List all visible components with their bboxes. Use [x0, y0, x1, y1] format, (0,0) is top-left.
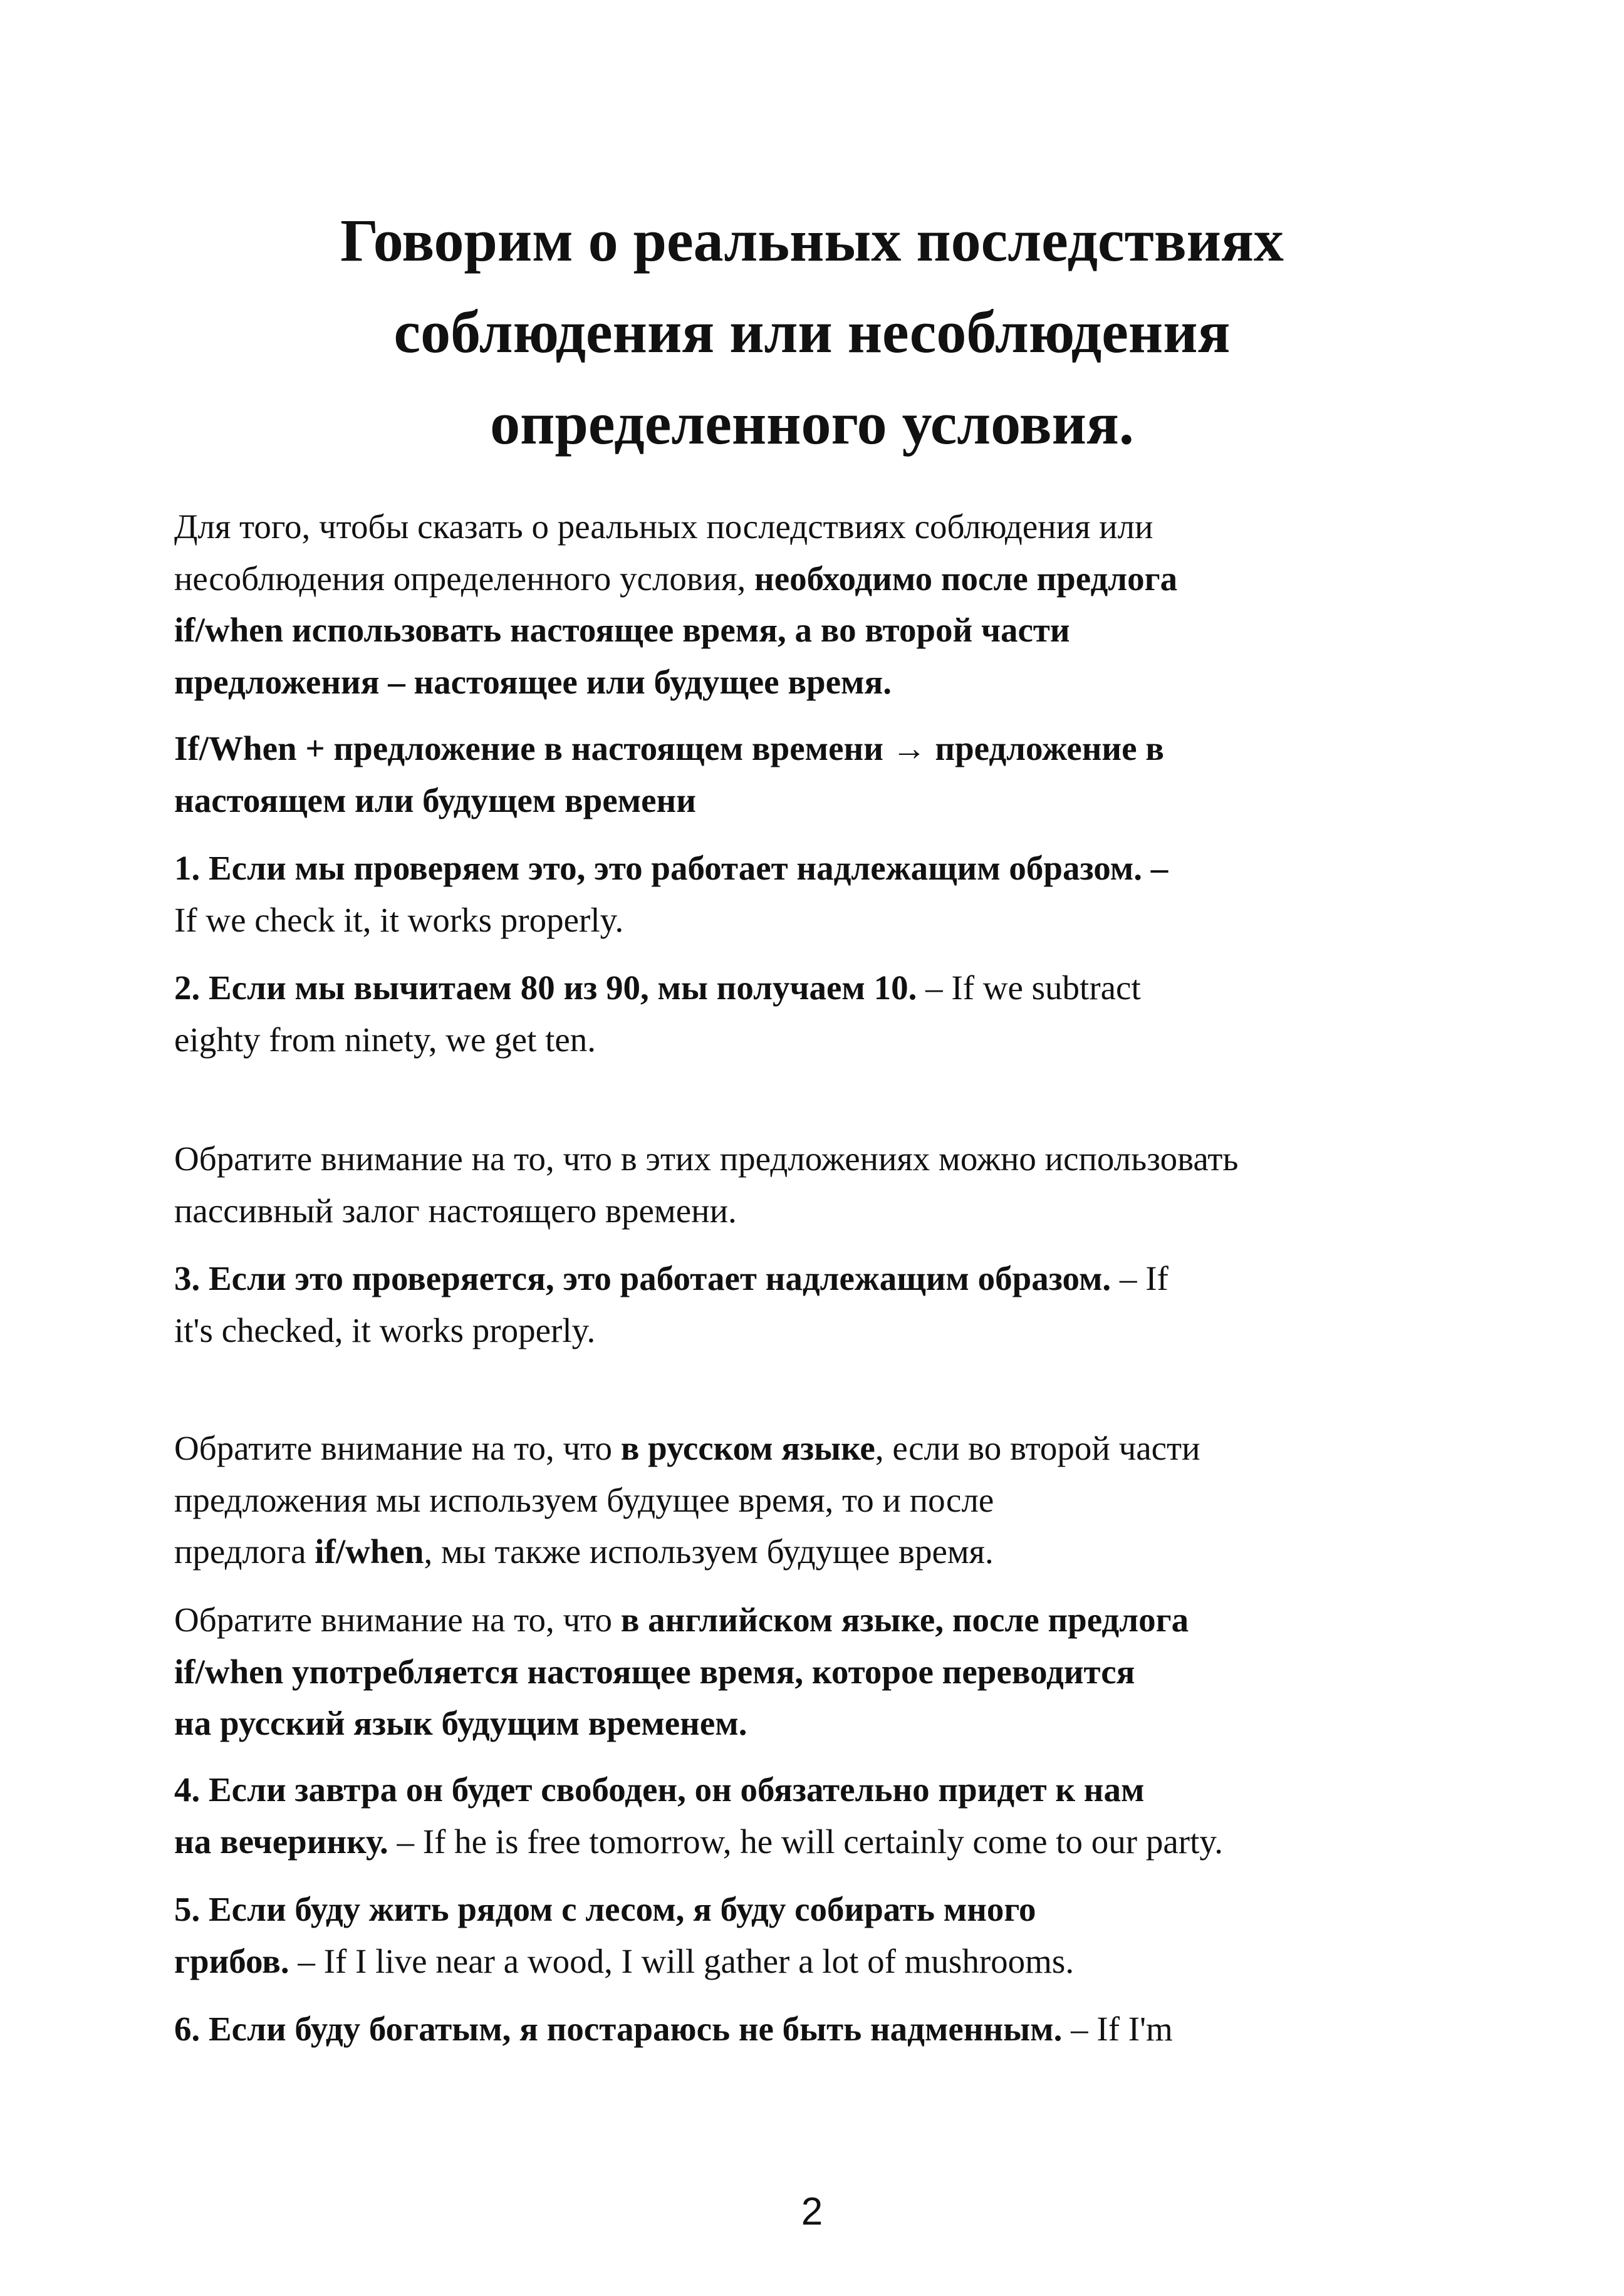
paragraph [174, 1253, 1169, 1356]
text-line [174, 1133, 1238, 1185]
text-line [174, 1185, 1238, 1237]
text: Обратите внимание на то, что в этих предложениях можно использовать [174, 1140, 1239, 1178]
bold-text: в русском языке [620, 1429, 875, 1467]
text: – If we subtract [917, 969, 1141, 1007]
paragraph [174, 843, 1168, 946]
text-line [174, 1475, 1200, 1527]
paragraph [174, 2003, 1173, 2055]
title-line: соблюдения или несоблюдения [393, 298, 1231, 365]
text-line [174, 843, 1168, 895]
bold-text: предложения – настоящее или будущее время. [174, 662, 892, 701]
bold-text: грибов. [174, 1941, 289, 1980]
text: – If he is free tomorrow, he will certainly come to our party. [388, 1822, 1224, 1861]
bold-text: 2. Если мы вычитаем 80 из 90, мы получаем 10. [174, 969, 917, 1007]
text: it's checked, it works properly. [174, 1311, 596, 1349]
bold-text: if/when употребляется настоящее время, которое переводится [174, 1652, 1135, 1691]
text: , мы также используем будущее время. [424, 1532, 994, 1571]
text: несоблюдения определенного условия, [174, 559, 755, 598]
text-line [174, 1764, 1223, 1816]
paragraph [174, 1764, 1223, 1867]
bold-text: 4. Если завтра он будет свободен, он обязательно придет к нам [174, 1770, 1145, 1809]
text-line [174, 775, 1164, 827]
paragraph [174, 962, 1141, 1066]
paragraph [174, 1884, 1074, 1987]
paragraph [174, 723, 1164, 826]
text: Для того, чтобы сказать о реальных последствиях соблюдения или [174, 507, 1153, 546]
text: предложения мы используем будущее время, то и после [174, 1480, 994, 1519]
text: , если во второй части [875, 1429, 1200, 1467]
page-title [0, 195, 1624, 469]
text-line [174, 962, 1141, 1014]
text: If we check it, it works properly. [174, 900, 624, 939]
text-line [174, 1594, 1189, 1646]
text-line [174, 1305, 1169, 1357]
text: пассивный залог настоящего времени. [174, 1191, 737, 1230]
text-line [174, 553, 1177, 605]
text-line [174, 605, 1177, 657]
paragraph [174, 501, 1177, 708]
text-line [174, 501, 1177, 553]
text-line [174, 657, 1177, 709]
paragraph [174, 1594, 1189, 1750]
bold-text: 5. Если буду жить рядом с лесом, я буду собирать много [174, 1890, 1036, 1928]
text-line [174, 1253, 1169, 1305]
bold-text: 1. Если мы проверяем это, это работает надлежащим образом. – [174, 849, 1169, 887]
bold-text: If/When + предложение в настоящем времени → предложение в [174, 729, 1164, 767]
text: – If [1111, 1259, 1169, 1297]
text: Обратите внимание на то, что [174, 1429, 621, 1467]
text-line [174, 1884, 1074, 1936]
bold-text: на русский язык будущим временем. [174, 1704, 747, 1742]
text: – If I'm [1062, 2010, 1173, 2048]
text-line [174, 1698, 1189, 1750]
bold-text: в английском языке, после предлога [620, 1601, 1189, 1639]
page-number: 2 [801, 2190, 823, 2233]
bold-text: if/when [315, 1532, 424, 1571]
text-line [174, 1423, 1200, 1475]
text-line [174, 1526, 1200, 1578]
text: – If I live near a wood, I will gather a lot of mushrooms. [289, 1941, 1075, 1980]
text: Обратите внимание на то, что [174, 1601, 621, 1639]
bold-text: настоящем или будущем времени [174, 781, 696, 819]
bold-text: необходимо после предлога [754, 559, 1178, 598]
bold-text: на вечеринку. [174, 1822, 388, 1861]
title-line: Говорим о реальных последствиях [340, 207, 1284, 274]
text: предлога [174, 1532, 315, 1571]
text-line [174, 895, 1168, 947]
text-line [174, 723, 1164, 775]
bold-text: 6. Если буду богатым, я постараюсь не быть надменным. [174, 2010, 1063, 2048]
text-line [174, 2003, 1173, 2055]
paragraph [174, 1133, 1238, 1237]
paragraph [174, 1423, 1200, 1578]
text-line [174, 1646, 1189, 1698]
title-line: определенного условия. [490, 390, 1134, 457]
bold-text: 3. Если это проверяется, это работает надлежащим образом. [174, 1259, 1111, 1297]
text: eighty from ninety, we get ten. [174, 1020, 596, 1059]
text-line [174, 1816, 1223, 1868]
text-line [174, 1014, 1141, 1066]
text-line [174, 1936, 1074, 1988]
bold-text: if/when использовать настоящее время, а во второй части [174, 611, 1070, 649]
